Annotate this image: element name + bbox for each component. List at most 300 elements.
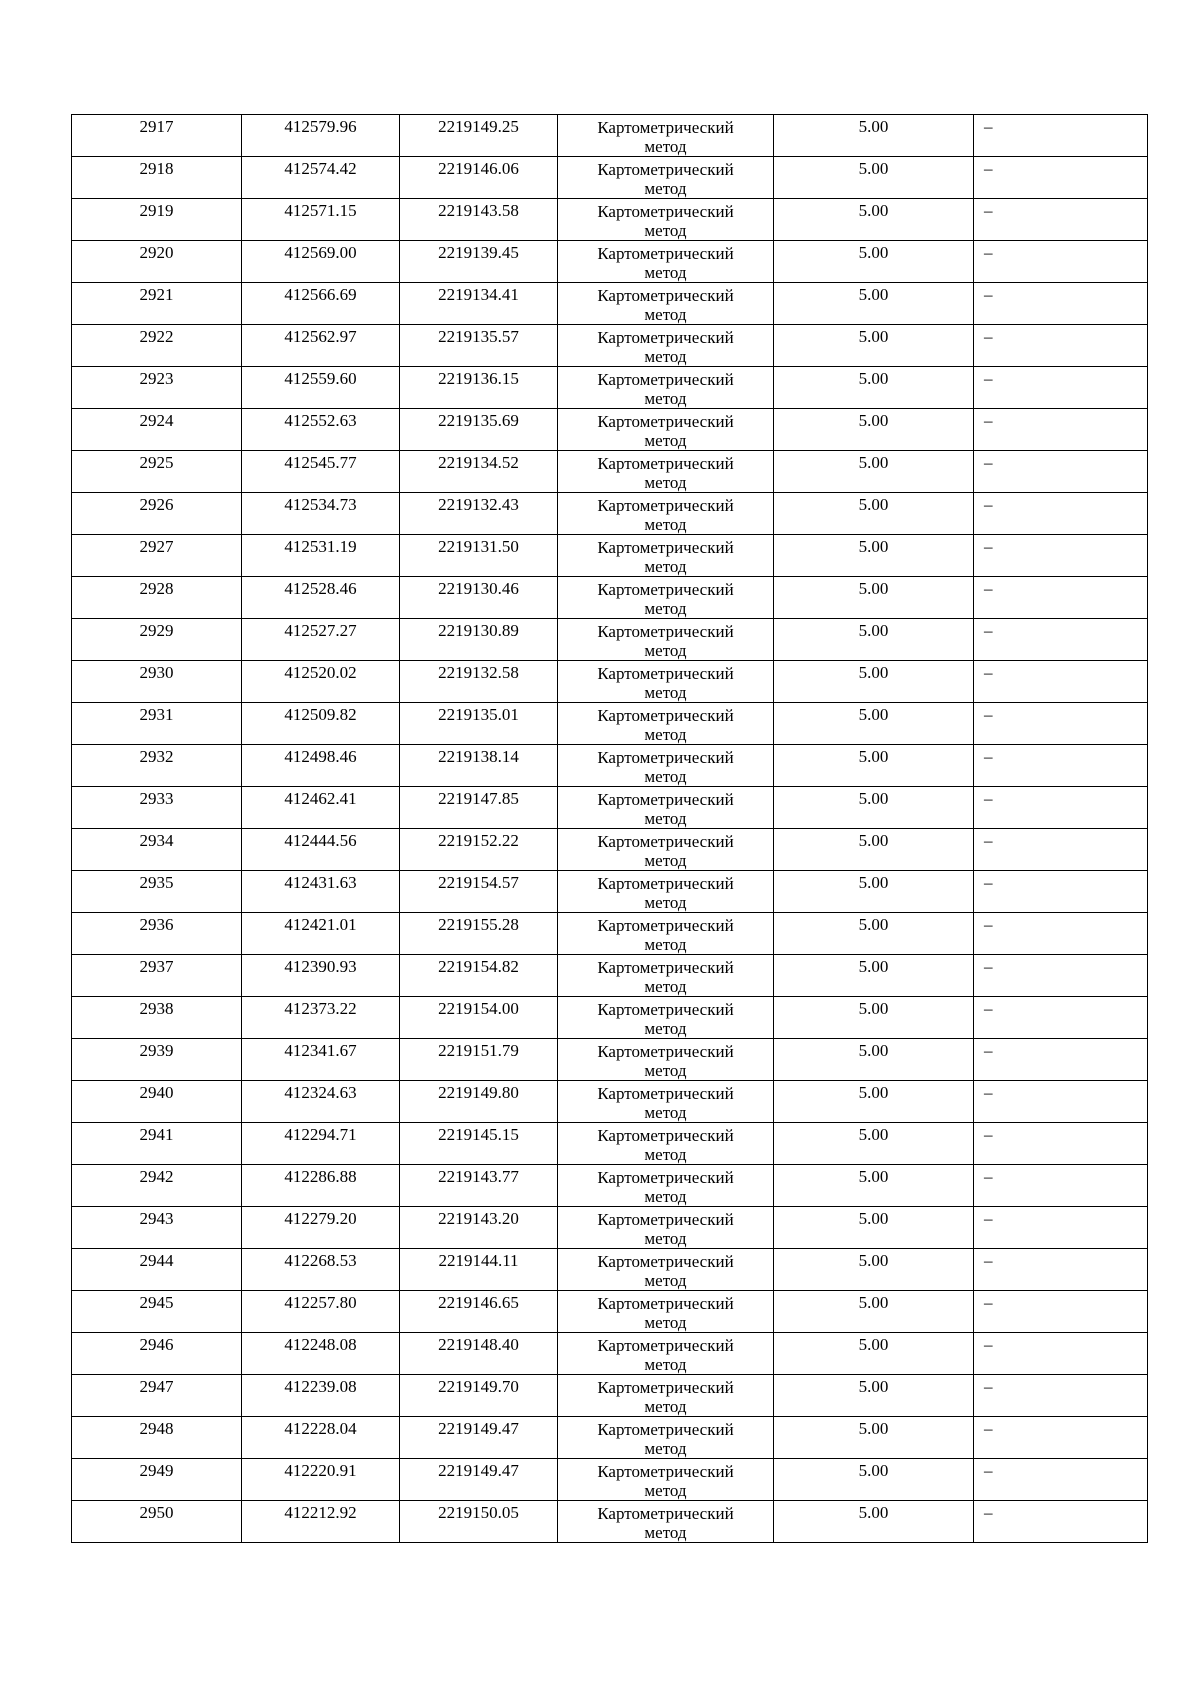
description-cell xyxy=(974,1039,1148,1081)
description-cell xyxy=(974,115,1148,157)
point-number-cell-text: 2932 xyxy=(139,747,174,766)
accuracy-cell xyxy=(774,829,974,871)
point-number-cell-text: 2918 xyxy=(139,159,174,178)
method-line-1: Картометрический xyxy=(597,622,734,641)
method-line-2: метод xyxy=(644,599,687,618)
method-line-1: Картометрический xyxy=(597,496,734,515)
accuracy-cell-text: 5.00 xyxy=(858,495,889,514)
y-coordinate-cell xyxy=(400,325,558,367)
method-cell xyxy=(558,157,774,199)
x-coordinate-cell-text: 412228.04 xyxy=(284,1419,357,1438)
method-line-1: Картометрический xyxy=(597,1336,734,1355)
description-cell-text: – xyxy=(984,495,993,514)
description-cell xyxy=(974,871,1148,913)
x-coordinate-cell-text: 412520.02 xyxy=(284,663,357,682)
description-cell-text: – xyxy=(984,411,993,430)
description-cell xyxy=(974,325,1148,367)
y-coordinate-cell xyxy=(400,1249,558,1291)
method-cell xyxy=(558,283,774,325)
y-coordinate-cell xyxy=(400,1375,558,1417)
method-cell xyxy=(558,661,774,703)
method-line-2: метод xyxy=(644,641,687,660)
method-cell xyxy=(558,871,774,913)
y-coordinate-cell-text: 2219147.85 xyxy=(438,789,519,808)
accuracy-cell xyxy=(774,1501,974,1543)
accuracy-cell xyxy=(774,1123,974,1165)
y-coordinate-cell-text: 2219130.46 xyxy=(438,579,519,598)
x-coordinate-cell xyxy=(242,871,400,913)
x-coordinate-cell-text: 412212.92 xyxy=(284,1503,357,1522)
x-coordinate-cell xyxy=(242,157,400,199)
method-cell xyxy=(558,577,774,619)
accuracy-cell xyxy=(774,1375,974,1417)
y-coordinate-cell-text: 2219154.57 xyxy=(438,873,519,892)
x-coordinate-cell xyxy=(242,1207,400,1249)
accuracy-cell xyxy=(774,325,974,367)
accuracy-cell-text: 5.00 xyxy=(858,873,889,892)
method-line-2: метод xyxy=(644,1229,687,1248)
accuracy-cell-text: 5.00 xyxy=(858,453,889,472)
accuracy-cell-text: 5.00 xyxy=(858,1377,889,1396)
table-row xyxy=(72,1123,1148,1165)
x-coordinate-cell-text: 412390.93 xyxy=(284,957,357,976)
accuracy-cell xyxy=(774,997,974,1039)
description-cell xyxy=(974,829,1148,871)
description-cell xyxy=(974,1501,1148,1543)
method-line-1: Картометрический xyxy=(597,664,734,683)
y-coordinate-cell-text: 2219144.11 xyxy=(438,1251,519,1270)
method-line-2: метод xyxy=(644,1061,687,1080)
y-coordinate-cell-text: 2219148.40 xyxy=(438,1335,519,1354)
accuracy-cell-text: 5.00 xyxy=(858,1503,889,1522)
method-line-1: Картометрический xyxy=(597,1168,734,1187)
accuracy-cell xyxy=(774,199,974,241)
accuracy-cell-text: 5.00 xyxy=(858,1293,889,1312)
method-line-1: Картометрический xyxy=(597,244,734,263)
point-number-cell-text: 2947 xyxy=(139,1377,174,1396)
description-cell xyxy=(974,283,1148,325)
method-cell xyxy=(558,1417,774,1459)
description-cell xyxy=(974,535,1148,577)
point-number-cell xyxy=(72,367,242,409)
method-cell xyxy=(558,829,774,871)
x-coordinate-cell xyxy=(242,241,400,283)
description-cell-text: – xyxy=(984,873,993,892)
accuracy-cell-text: 5.00 xyxy=(858,579,889,598)
method-line-2: метод xyxy=(644,767,687,786)
method-cell xyxy=(558,1375,774,1417)
point-number-cell xyxy=(72,913,242,955)
x-coordinate-cell xyxy=(242,325,400,367)
description-cell xyxy=(974,1459,1148,1501)
description-cell xyxy=(974,955,1148,997)
accuracy-cell xyxy=(774,493,974,535)
point-number-cell xyxy=(72,703,242,745)
y-coordinate-cell-text: 2219130.89 xyxy=(438,621,519,640)
y-coordinate-cell-text: 2219139.45 xyxy=(438,243,519,262)
method-cell xyxy=(558,787,774,829)
method-line-2: метод xyxy=(644,977,687,996)
accuracy-cell xyxy=(774,1333,974,1375)
accuracy-cell xyxy=(774,1039,974,1081)
y-coordinate-cell xyxy=(400,661,558,703)
point-number-cell xyxy=(72,199,242,241)
method-line-2: метод xyxy=(644,137,687,156)
x-coordinate-cell-text: 412294.71 xyxy=(284,1125,357,1144)
description-cell xyxy=(974,619,1148,661)
method-cell xyxy=(558,745,774,787)
method-line-2: метод xyxy=(644,179,687,198)
method-line-1: Картометрический xyxy=(597,790,734,809)
table-row xyxy=(72,451,1148,493)
x-coordinate-cell xyxy=(242,367,400,409)
accuracy-cell-text: 5.00 xyxy=(858,915,889,934)
method-line-2: метод xyxy=(644,389,687,408)
point-number-cell xyxy=(72,787,242,829)
description-cell xyxy=(974,703,1148,745)
accuracy-cell-text: 5.00 xyxy=(858,1167,889,1186)
y-coordinate-cell-text: 2219149.47 xyxy=(438,1461,519,1480)
accuracy-cell-text: 5.00 xyxy=(858,1083,889,1102)
y-coordinate-cell-text: 2219143.77 xyxy=(438,1167,519,1186)
method-line-2: метод xyxy=(644,935,687,954)
x-coordinate-cell-text: 412444.56 xyxy=(284,831,357,850)
x-coordinate-cell xyxy=(242,913,400,955)
x-coordinate-cell-text: 412257.80 xyxy=(284,1293,357,1312)
description-cell-text: – xyxy=(984,999,993,1018)
x-coordinate-cell xyxy=(242,1249,400,1291)
point-number-cell xyxy=(72,997,242,1039)
description-cell xyxy=(974,745,1148,787)
description-cell xyxy=(974,367,1148,409)
table-row xyxy=(72,997,1148,1039)
table-row xyxy=(72,745,1148,787)
method-line-2: метод xyxy=(644,305,687,324)
accuracy-cell xyxy=(774,913,974,955)
accuracy-cell xyxy=(774,157,974,199)
description-cell-text: – xyxy=(984,621,993,640)
method-line-1: Картометрический xyxy=(597,1420,734,1439)
accuracy-cell-text: 5.00 xyxy=(858,957,889,976)
x-coordinate-cell-text: 412248.08 xyxy=(284,1335,357,1354)
y-coordinate-cell-text: 2219146.06 xyxy=(438,159,519,178)
method-line-1: Картометрический xyxy=(597,748,734,767)
x-coordinate-cell xyxy=(242,787,400,829)
method-line-1: Картометрический xyxy=(597,1000,734,1019)
y-coordinate-cell-text: 2219134.41 xyxy=(438,285,519,304)
description-cell-text: – xyxy=(984,831,993,850)
point-number-cell xyxy=(72,955,242,997)
table-row xyxy=(72,283,1148,325)
table-row xyxy=(72,703,1148,745)
method-line-2: метод xyxy=(644,851,687,870)
y-coordinate-cell xyxy=(400,115,558,157)
x-coordinate-cell xyxy=(242,1459,400,1501)
x-coordinate-cell-text: 412574.42 xyxy=(284,159,357,178)
table-row xyxy=(72,955,1148,997)
method-line-1: Картометрический xyxy=(597,328,734,347)
method-line-2: метод xyxy=(644,263,687,282)
method-line-1: Картометрический xyxy=(597,1504,734,1523)
description-cell-text: – xyxy=(984,1377,993,1396)
description-cell-text: – xyxy=(984,117,993,136)
table-row xyxy=(72,493,1148,535)
point-number-cell xyxy=(72,871,242,913)
description-cell xyxy=(974,409,1148,451)
x-coordinate-cell xyxy=(242,1123,400,1165)
description-cell xyxy=(974,1081,1148,1123)
y-coordinate-cell-text: 2219134.52 xyxy=(438,453,519,472)
method-line-2: метод xyxy=(644,1397,687,1416)
method-line-2: метод xyxy=(644,347,687,366)
method-line-2: метод xyxy=(644,725,687,744)
table-row xyxy=(72,913,1148,955)
point-number-cell xyxy=(72,745,242,787)
y-coordinate-cell-text: 2219149.70 xyxy=(438,1377,519,1396)
method-line-2: метод xyxy=(644,557,687,576)
y-coordinate-cell xyxy=(400,1039,558,1081)
x-coordinate-cell-text: 412579.96 xyxy=(284,117,357,136)
point-number-cell xyxy=(72,115,242,157)
description-cell xyxy=(974,451,1148,493)
accuracy-cell xyxy=(774,955,974,997)
description-cell-text: – xyxy=(984,1167,993,1186)
table-row xyxy=(72,367,1148,409)
description-cell-text: – xyxy=(984,453,993,472)
method-line-1: Картометрический xyxy=(597,1378,734,1397)
description-cell xyxy=(974,1333,1148,1375)
x-coordinate-cell-text: 412279.20 xyxy=(284,1209,357,1228)
table-row xyxy=(72,241,1148,283)
description-cell xyxy=(974,661,1148,703)
description-cell-text: – xyxy=(984,285,993,304)
point-number-cell xyxy=(72,1081,242,1123)
accuracy-cell xyxy=(774,1249,974,1291)
description-cell xyxy=(974,1165,1148,1207)
description-cell-text: – xyxy=(984,579,993,598)
y-coordinate-cell-text: 2219132.58 xyxy=(438,663,519,682)
accuracy-cell-text: 5.00 xyxy=(858,243,889,262)
method-line-2: метод xyxy=(644,1271,687,1290)
method-line-2: метод xyxy=(644,1103,687,1122)
table-row xyxy=(72,1501,1148,1543)
table-row xyxy=(72,619,1148,661)
method-cell xyxy=(558,409,774,451)
description-cell xyxy=(974,1291,1148,1333)
point-number-cell-text: 2935 xyxy=(139,873,174,892)
method-line-1: Картометрический xyxy=(597,202,734,221)
method-line-1: Картометрический xyxy=(597,1126,734,1145)
y-coordinate-cell-text: 2219146.65 xyxy=(438,1293,519,1312)
table-row xyxy=(72,1207,1148,1249)
x-coordinate-cell xyxy=(242,1333,400,1375)
description-cell xyxy=(974,913,1148,955)
point-number-cell xyxy=(72,619,242,661)
description-cell-text: – xyxy=(984,1209,993,1228)
accuracy-cell xyxy=(774,1081,974,1123)
method-cell xyxy=(558,1165,774,1207)
accuracy-cell xyxy=(774,367,974,409)
y-coordinate-cell-text: 2219155.28 xyxy=(438,915,519,934)
y-coordinate-cell xyxy=(400,1123,558,1165)
table-row xyxy=(72,1333,1148,1375)
x-coordinate-cell xyxy=(242,1081,400,1123)
method-line-1: Картометрический xyxy=(597,706,734,725)
y-coordinate-cell xyxy=(400,577,558,619)
accuracy-cell-text: 5.00 xyxy=(858,705,889,724)
y-coordinate-cell xyxy=(400,409,558,451)
method-cell xyxy=(558,451,774,493)
accuracy-cell xyxy=(774,661,974,703)
point-number-cell xyxy=(72,829,242,871)
point-number-cell xyxy=(72,577,242,619)
y-coordinate-cell-text: 2219135.69 xyxy=(438,411,519,430)
y-coordinate-cell xyxy=(400,619,558,661)
x-coordinate-cell-text: 412421.01 xyxy=(284,915,357,934)
point-number-cell-text: 2937 xyxy=(139,957,174,976)
y-coordinate-cell-text: 2219135.01 xyxy=(438,705,519,724)
table-row xyxy=(72,1165,1148,1207)
description-cell-text: – xyxy=(984,201,993,220)
point-number-cell-text: 2948 xyxy=(139,1419,174,1438)
method-cell xyxy=(558,1291,774,1333)
method-line-1: Картометрический xyxy=(597,832,734,851)
method-line-2: метод xyxy=(644,1355,687,1374)
point-number-cell xyxy=(72,283,242,325)
point-number-cell-text: 2944 xyxy=(139,1251,174,1270)
y-coordinate-cell-text: 2219151.79 xyxy=(438,1041,519,1060)
point-number-cell-text: 2940 xyxy=(139,1083,174,1102)
method-cell xyxy=(558,325,774,367)
x-coordinate-cell-text: 412566.69 xyxy=(284,285,357,304)
y-coordinate-cell-text: 2219132.43 xyxy=(438,495,519,514)
point-number-cell-text: 2943 xyxy=(139,1209,174,1228)
x-coordinate-cell xyxy=(242,1039,400,1081)
description-cell-text: – xyxy=(984,537,993,556)
y-coordinate-cell-text: 2219154.00 xyxy=(438,999,519,1018)
y-coordinate-cell xyxy=(400,1501,558,1543)
y-coordinate-cell-text: 2219135.57 xyxy=(438,327,519,346)
x-coordinate-cell xyxy=(242,1501,400,1543)
accuracy-cell-text: 5.00 xyxy=(858,285,889,304)
method-line-1: Картометрический xyxy=(597,1042,734,1061)
x-coordinate-cell xyxy=(242,829,400,871)
table-row xyxy=(72,1459,1148,1501)
method-line-1: Картометрический xyxy=(597,370,734,389)
y-coordinate-cell-text: 2219136.15 xyxy=(438,369,519,388)
x-coordinate-cell xyxy=(242,283,400,325)
description-cell-text: – xyxy=(984,789,993,808)
y-coordinate-cell-text: 2219149.80 xyxy=(438,1083,519,1102)
table-row xyxy=(72,661,1148,703)
method-cell xyxy=(558,619,774,661)
x-coordinate-cell-text: 412498.46 xyxy=(284,747,357,766)
method-line-1: Картометрический xyxy=(597,538,734,557)
accuracy-cell xyxy=(774,535,974,577)
method-line-1: Картометрический xyxy=(597,412,734,431)
x-coordinate-cell xyxy=(242,1375,400,1417)
x-coordinate-cell-text: 412462.41 xyxy=(284,789,357,808)
method-cell xyxy=(558,1081,774,1123)
description-cell-text: – xyxy=(984,1125,993,1144)
method-line-2: метод xyxy=(644,683,687,702)
accuracy-cell xyxy=(774,115,974,157)
point-number-cell-text: 2929 xyxy=(139,621,174,640)
description-cell xyxy=(974,787,1148,829)
description-cell-text: – xyxy=(984,1251,993,1270)
method-cell xyxy=(558,1207,774,1249)
point-number-cell-text: 2928 xyxy=(139,579,174,598)
method-line-2: метод xyxy=(644,1313,687,1332)
y-coordinate-cell xyxy=(400,913,558,955)
table-row xyxy=(72,115,1148,157)
point-number-cell-text: 2933 xyxy=(139,789,174,808)
description-cell xyxy=(974,577,1148,619)
method-line-1: Картометрический xyxy=(597,1294,734,1313)
point-number-cell-text: 2917 xyxy=(139,117,174,136)
y-coordinate-cell xyxy=(400,1417,558,1459)
accuracy-cell-text: 5.00 xyxy=(858,1461,889,1480)
x-coordinate-cell-text: 412569.00 xyxy=(284,243,357,262)
point-number-cell xyxy=(72,493,242,535)
table-row xyxy=(72,535,1148,577)
table-row xyxy=(72,1375,1148,1417)
method-line-2: метод xyxy=(644,1187,687,1206)
accuracy-cell-text: 5.00 xyxy=(858,747,889,766)
table-row xyxy=(72,1291,1148,1333)
x-coordinate-cell-text: 412545.77 xyxy=(284,453,357,472)
method-line-1: Картометрический xyxy=(597,118,734,137)
point-number-cell xyxy=(72,1459,242,1501)
y-coordinate-cell-text: 2219154.82 xyxy=(438,957,519,976)
point-number-cell xyxy=(72,1375,242,1417)
accuracy-cell xyxy=(774,745,974,787)
accuracy-cell-text: 5.00 xyxy=(858,831,889,850)
y-coordinate-cell xyxy=(400,787,558,829)
x-coordinate-cell xyxy=(242,1165,400,1207)
x-coordinate-cell xyxy=(242,409,400,451)
table-row xyxy=(72,871,1148,913)
x-coordinate-cell-text: 412286.88 xyxy=(284,1167,357,1186)
y-coordinate-cell xyxy=(400,1291,558,1333)
table-row xyxy=(72,829,1148,871)
description-cell xyxy=(974,1123,1148,1165)
method-line-2: метод xyxy=(644,473,687,492)
description-cell xyxy=(974,1249,1148,1291)
point-number-cell xyxy=(72,157,242,199)
accuracy-cell-text: 5.00 xyxy=(858,411,889,430)
y-coordinate-cell xyxy=(400,241,558,283)
method-line-2: метод xyxy=(644,809,687,828)
x-coordinate-cell-text: 412268.53 xyxy=(284,1251,357,1270)
description-cell-text: – xyxy=(984,1083,993,1102)
x-coordinate-cell xyxy=(242,661,400,703)
description-cell xyxy=(974,1417,1148,1459)
method-line-2: метод xyxy=(644,1439,687,1458)
method-cell xyxy=(558,367,774,409)
description-cell-text: – xyxy=(984,1461,993,1480)
x-coordinate-cell xyxy=(242,703,400,745)
x-coordinate-cell xyxy=(242,619,400,661)
x-coordinate-cell xyxy=(242,115,400,157)
point-number-cell-text: 2949 xyxy=(139,1461,174,1480)
table-row xyxy=(72,157,1148,199)
description-cell-text: – xyxy=(984,1419,993,1438)
y-coordinate-cell xyxy=(400,1081,558,1123)
method-cell xyxy=(558,241,774,283)
y-coordinate-cell xyxy=(400,493,558,535)
accuracy-cell-text: 5.00 xyxy=(858,201,889,220)
